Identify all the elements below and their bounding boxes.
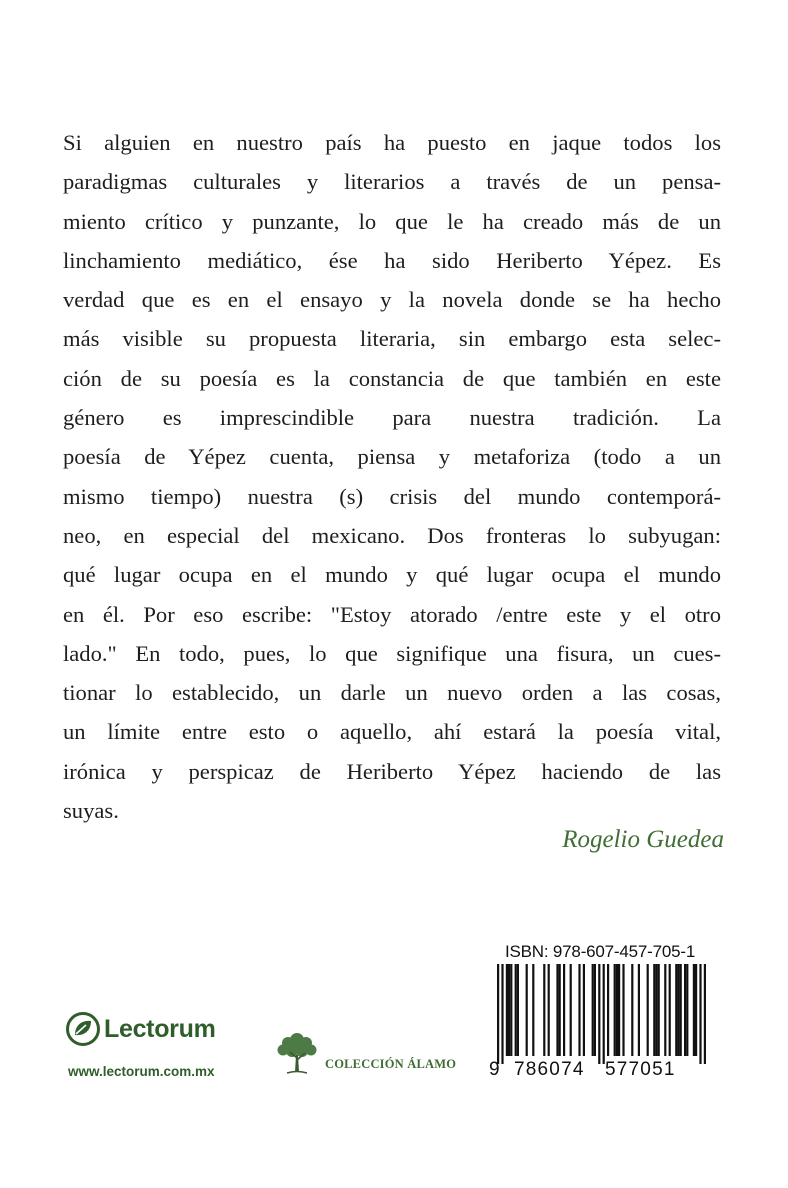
barcode-bar bbox=[684, 964, 686, 1056]
barcode-bar bbox=[592, 964, 594, 1056]
barcode-bar bbox=[517, 964, 519, 1056]
publisher-logo bbox=[66, 1012, 216, 1046]
barcode-bar bbox=[598, 964, 600, 1064]
publisher-logo-block bbox=[66, 1012, 236, 1082]
barcode-bar bbox=[506, 964, 508, 1056]
publisher-url: www.lectorum.com.mx bbox=[68, 1064, 215, 1079]
publisher-name: Lectorum bbox=[104, 1014, 216, 1043]
barcode-bar bbox=[614, 964, 616, 1056]
barcode-bar bbox=[570, 964, 572, 1056]
blurb-line: más visible su propuesta literaria, sin embargo esta selec- bbox=[63, 326, 721, 352]
barcode-bar bbox=[607, 964, 609, 1056]
blurb-line: en él. Por eso escribe: "Estoy atorado /entre este y el otro bbox=[63, 601, 721, 627]
lectorum-leaf-icon bbox=[66, 1012, 100, 1046]
barcode-bar bbox=[508, 964, 510, 1056]
barcode-bar bbox=[532, 964, 534, 1056]
blurb-line: irónica y perspicaz de Heriberto Yépez haciendo de las bbox=[63, 758, 721, 784]
blurb-line: mismo tiempo) nuestra (s) crisis del mundo contemporá- bbox=[63, 483, 721, 509]
blurb-line: paradigmas culturales y literarios a través de un pensa- bbox=[63, 169, 721, 195]
isbn-label: ISBN: 978-607-457-705-1 bbox=[505, 942, 696, 961]
barcode-bar bbox=[658, 964, 660, 1056]
barcode-bar bbox=[704, 964, 706, 1064]
barcode-bar bbox=[669, 964, 671, 1056]
barcode-bar bbox=[497, 964, 499, 1064]
barcode-bar bbox=[653, 964, 655, 1056]
barcode-bar bbox=[638, 964, 640, 1056]
blurb-line: género es imprescindible para nuestra tradición. La bbox=[63, 405, 721, 431]
blurb-line: Si alguien en nuestro país ha puesto en jaque todos los bbox=[63, 130, 721, 155]
barcode-bar bbox=[631, 964, 633, 1056]
blurb-line: tionar lo establecido, un darle un nuevo orden a las cosas, bbox=[63, 680, 721, 706]
blurb-line: verdad que es en el ensayo y la novela donde se ha hecho bbox=[63, 287, 721, 313]
author-signature: Rogelio Guedea bbox=[562, 826, 724, 853]
barcode-bar bbox=[664, 964, 666, 1056]
blurb-line: suyas. bbox=[63, 798, 119, 824]
blurb-line: poesía de Yépez cuenta, piensa y metaforiza (todo a un bbox=[63, 444, 721, 470]
blurb-line: un límite entre esto o aquello, ahí estará la poesía vital, bbox=[63, 719, 721, 745]
isbn-barcode-block bbox=[483, 942, 715, 1084]
collection-name: COLECCIÓN ÁLAMO bbox=[325, 1057, 457, 1071]
isbn-left-digits: 786074 bbox=[514, 1059, 585, 1080]
barcode-bar bbox=[594, 964, 596, 1056]
barcode-bar bbox=[693, 964, 695, 1056]
barcode-bar bbox=[510, 964, 512, 1056]
barcode-bar bbox=[616, 964, 618, 1056]
blurb-line: linchamiento mediático, ése ha sido Heriberto Yépez. Es bbox=[63, 247, 721, 273]
blurb-line: miento crítico y punzante, lo que le ha creado más de un bbox=[63, 208, 721, 234]
barcode-bar bbox=[526, 964, 528, 1056]
barcode-bar bbox=[677, 964, 679, 1056]
blurb-line: ción de su poesía es la constancia de que también en este bbox=[63, 365, 721, 391]
barcode-bar bbox=[655, 964, 657, 1056]
barcode-bar bbox=[680, 964, 682, 1056]
blurb-line: lado." En todo, pues, lo que signifique una fisura, un cues- bbox=[63, 640, 721, 666]
barcode-bar bbox=[603, 964, 605, 1064]
isbn-right-digits: 577051 bbox=[605, 1059, 676, 1080]
barcode-bar bbox=[578, 964, 580, 1056]
barcode-bar bbox=[695, 964, 697, 1056]
collection-logo bbox=[275, 1030, 456, 1076]
blurb-line: qué lugar ocupa en el mundo y qué lugar ocupa el mundo bbox=[63, 562, 721, 588]
barcode-bar bbox=[675, 964, 677, 1056]
barcode-bar bbox=[583, 964, 585, 1056]
blurb-line: neo, en especial del mexicano. Dos fronteras lo subyugan: bbox=[63, 522, 721, 548]
barcode-bar bbox=[699, 964, 701, 1064]
barcode-bar bbox=[543, 964, 545, 1056]
isbn-lead-digit: 9 bbox=[489, 1059, 501, 1080]
barcode-icon bbox=[483, 964, 715, 1064]
barcode-bar bbox=[622, 964, 624, 1056]
blurb-text bbox=[63, 123, 721, 830]
barcode-bar bbox=[548, 964, 550, 1056]
barcode-bar bbox=[556, 964, 558, 1056]
barcode-bar bbox=[515, 964, 517, 1056]
barcode-bar bbox=[618, 964, 620, 1056]
barcode-bar bbox=[563, 964, 565, 1056]
barcode-bar bbox=[686, 964, 688, 1056]
tree-icon bbox=[275, 1030, 319, 1076]
barcode-bar bbox=[647, 964, 649, 1056]
barcode-bar bbox=[501, 964, 503, 1064]
barcode-bar bbox=[559, 964, 561, 1056]
